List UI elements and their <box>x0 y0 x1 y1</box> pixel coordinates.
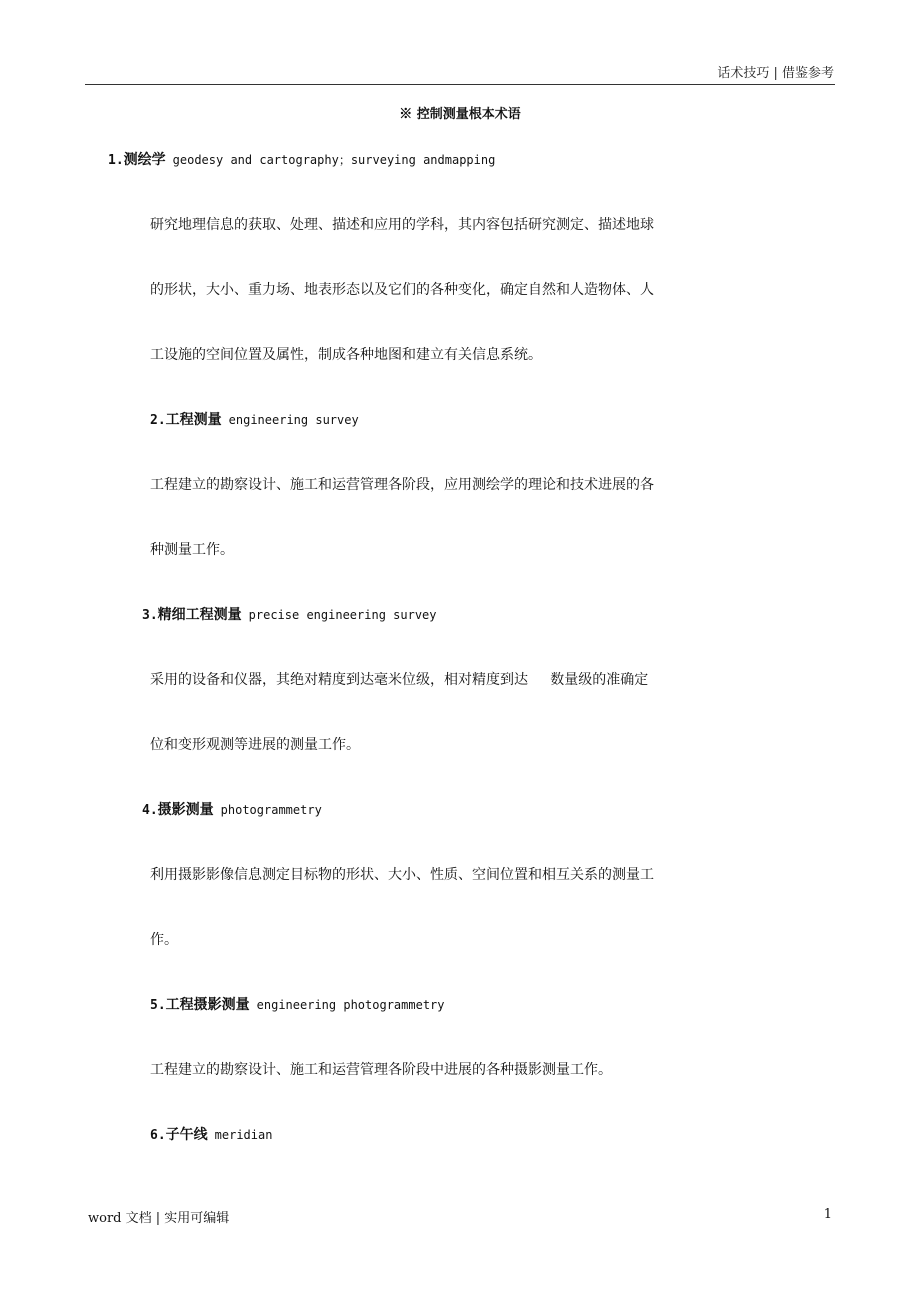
term-2-line-1: 工程建立的勘察设计、施工和运营管理各阶段，应用测绘学的理论和技术进展的各 <box>150 477 654 493</box>
term-3-line-2: 位和变形观测等进展的测量工作。 <box>150 737 360 753</box>
term-5-line-1: 工程建立的勘察设计、施工和运营管理各阶段中进展的各种摄影测量工作。 <box>150 1062 612 1078</box>
header-divider <box>85 84 835 85</box>
term-1-line-3: 工设施的空间位置及属性，制成各种地图和建立有关信息系统。 <box>150 347 542 363</box>
term-1-line-1: 研究地理信息的获取、处理、描述和应用的学科，其内容包括研究测定、描述地球 <box>150 217 654 233</box>
term-heading-5: 5.工程摄影测量 engineering photogrammetry <box>150 997 445 1013</box>
term-3-line-1: 采用的设备和仪器，其绝对精度到达毫米位级，相对精度到达 数量级的准确定 <box>150 672 649 688</box>
term-heading-3: 3.精细工程测量 precise engineering survey <box>142 607 437 623</box>
term-4-line-2: 作。 <box>150 932 178 948</box>
term-heading-2: 2.工程测量 engineering survey <box>150 412 359 428</box>
page-number: 1 <box>823 1207 832 1222</box>
term-2-line-2: 种测量工作。 <box>150 542 234 558</box>
term-heading-1: 1.测绘学 geodesy and cartography；surveying andmapping <box>108 152 496 168</box>
term-4-line-1: 利用摄影影像信息测定目标物的形状、大小、性质、空间位置和相互关系的测量工 <box>150 867 654 883</box>
page-header: 话术技巧 | 借鉴参考 <box>717 66 834 81</box>
page-footer: word 文档 | 实用可编辑 <box>88 1211 230 1226</box>
document-title: ※ 控制测量根本术语 <box>399 107 521 122</box>
term-heading-4: 4.摄影测量 photogrammetry <box>142 802 322 818</box>
term-heading-6: 6.子午线 meridian <box>150 1127 273 1143</box>
term-1-line-2: 的形状，大小、重力场、地表形态以及它们的各种变化，确定自然和人造物体、人 <box>150 282 654 298</box>
